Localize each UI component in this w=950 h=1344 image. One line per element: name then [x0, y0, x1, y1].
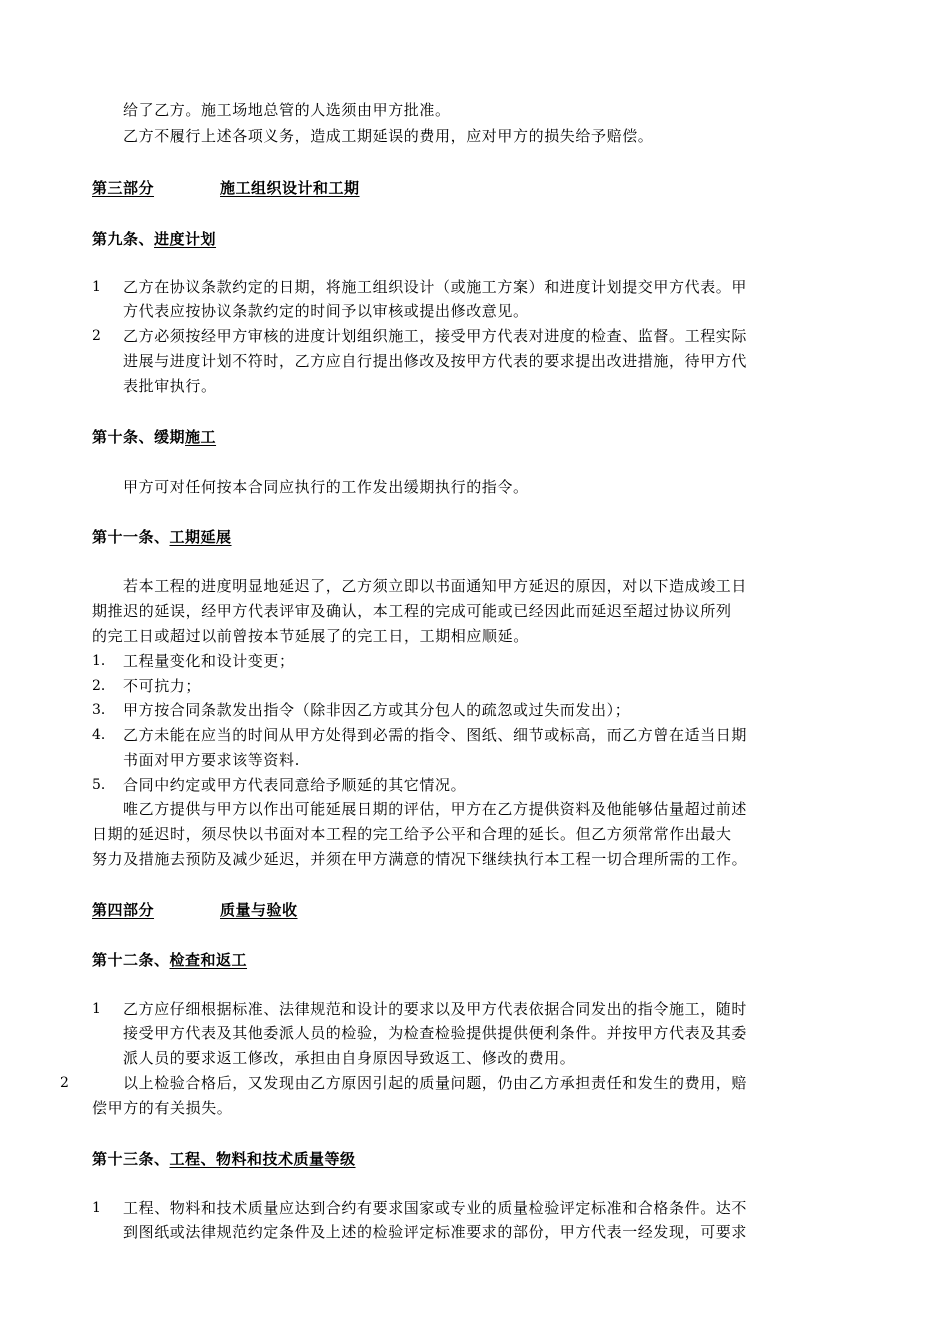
part3-title: 施工组织设计和工期: [220, 179, 360, 197]
art11-para2-line2: 日期的延迟时，须尽快以书面对本工程的完工给予公平和合理的延长。但乙方须常常作出最大: [92, 825, 732, 843]
art9-item2-number: 2: [92, 328, 101, 344]
art11-item1-text: 工程量变化和设计变更；: [123, 652, 295, 670]
art12-prefix: 第十二条、: [92, 951, 170, 969]
art11-heading: [92, 527, 232, 547]
art9-heading: [92, 229, 216, 249]
art10-title-b: 施工: [185, 428, 217, 446]
art11-para1-line1: 若本工程的进度明显地延迟了，乙方须立即以书面通知甲方延迟的原因，对以下造成竣工日: [123, 577, 748, 595]
art12-item2-number: 2: [60, 1075, 69, 1091]
intro-line-1: 给了乙方。施工场地总管的人选须由甲方批准。: [123, 101, 451, 119]
art11-item2-text: 不可抗力；: [123, 677, 202, 695]
art11-item5-number: 5．: [92, 777, 115, 793]
art11-item4-line1: 乙方未能在应当的时间从甲方处得到必需的指令、图纸、细节或标高，而乙方曾在适当日期: [123, 726, 748, 744]
art11-para2-line3: 努力及措施去预防及减少延迟，并须在甲方满意的情况下继续执行本工程一切合理所需的工作。: [92, 850, 748, 868]
art11-item4-number: 4．: [92, 727, 115, 743]
part3-heading: [92, 178, 360, 198]
art12-item1-line1: 乙方应仔细根据标准、法律规范和设计的要求以及甲方代表依据合同发出的指令施工，随时: [123, 1000, 748, 1018]
art11-para2-line1: 唯乙方提供与甲方以作出可能延展日期的评估，甲方在乙方提供资料及他能够估量超过前述: [123, 800, 748, 818]
art13-prefix: 第十三条、: [92, 1150, 170, 1168]
art11-item3-number: 3．: [92, 702, 115, 718]
art11-para1-line2: 期推迟的延误，经甲方代表评审及确认，本工程的完成可能或已经因此而延迟至超过协议所列: [92, 602, 732, 620]
art10-prefix: 第十条、: [92, 428, 155, 446]
art13-item1-line1: 工程、物料和技术质量应达到合约有要求国家或专业的质量检验评定标准和合格条件。达不: [123, 1199, 748, 1217]
art13-title: 工程、物料和技术质量等级: [169, 1150, 356, 1168]
art9-item1-number: 1: [92, 279, 101, 295]
art12-item2-line2: 偿甲方的有关损失。: [92, 1099, 233, 1117]
art9-item2-line2: 进展与进度计划不符时，乙方应自行提出修改及按甲方代表的要求提出改进措施，待甲方代: [123, 352, 748, 370]
art9-title: 进度计划: [154, 230, 217, 248]
art10-text: 甲方可对任何按本合同应执行的工作发出缓期执行的指令。: [123, 478, 529, 496]
art12-item1-line2: 接受甲方代表及其他委派人员的检验，为检查检验提供提供便利条件。并按甲方代表及其委: [123, 1024, 748, 1042]
art10-title-a: 缓期: [154, 428, 186, 446]
art11-para1-line3: 的完工日或超过以前曾按本节延展了的完工日，工期相应顺延。: [92, 627, 529, 645]
art13-heading: [92, 1149, 356, 1169]
art11-item4-line2: 书面对甲方要求该等资料.: [123, 751, 300, 769]
art11-item1-number: 1．: [92, 653, 115, 669]
art12-item2-line1: 以上检验合格后，又发现由乙方原因引起的质量问题，仍由乙方承担责任和发生的费用，赔: [123, 1074, 748, 1092]
art10-heading: [92, 427, 216, 447]
part3-label: 第三部分: [92, 179, 155, 197]
art12-item1-number: 1: [92, 1001, 101, 1017]
art12-title: 检查和返工: [169, 951, 248, 969]
art11-item2-number: 2．: [92, 678, 115, 694]
part4-heading: [92, 900, 298, 920]
art9-item1-line2: 方代表应按协议条款约定的时间予以审核或提出修改意见。: [123, 302, 529, 320]
art9-item2-line3: 表批审执行。: [123, 377, 217, 395]
art13-item1-line2: 到图纸或法律规范约定条件及上述的检验评定标准要求的部份，甲方代表一经发现，可要求: [123, 1223, 748, 1241]
art9-item1-line1: 乙方在协议条款约定的日期，将施工组织设计（或施工方案）和进度计划提交甲方代表。甲: [123, 278, 748, 296]
art12-item1-line3: 派人员的要求返工修改，承担由自身原因导致返工、修改的费用。: [123, 1049, 576, 1067]
part4-label: 第四部分: [92, 901, 155, 919]
art9-prefix: 第九条、: [92, 230, 155, 248]
art12-heading: [92, 950, 247, 970]
art13-item1-number: 1: [92, 1200, 101, 1216]
art11-title: 工期延展: [169, 528, 232, 546]
art11-item5-text: 合同中约定或甲方代表同意给予顺延的其它情况。: [123, 776, 467, 794]
art9-item2-line1: 乙方必须按经甲方审核的进度计划组织施工，接受甲方代表对进度的检查、监督。工程实际: [123, 327, 748, 345]
art11-item3-text: 甲方按合同条款发出指令（除非因乙方或其分包人的疏忽或过失而发出）；: [123, 701, 631, 719]
intro-line-2: 乙方不履行上述各项义务，造成工期延误的费用，应对甲方的损失给予赔偿。: [123, 127, 654, 145]
part4-title: 质量与验收: [220, 901, 298, 919]
art11-prefix: 第十一条、: [92, 528, 170, 546]
